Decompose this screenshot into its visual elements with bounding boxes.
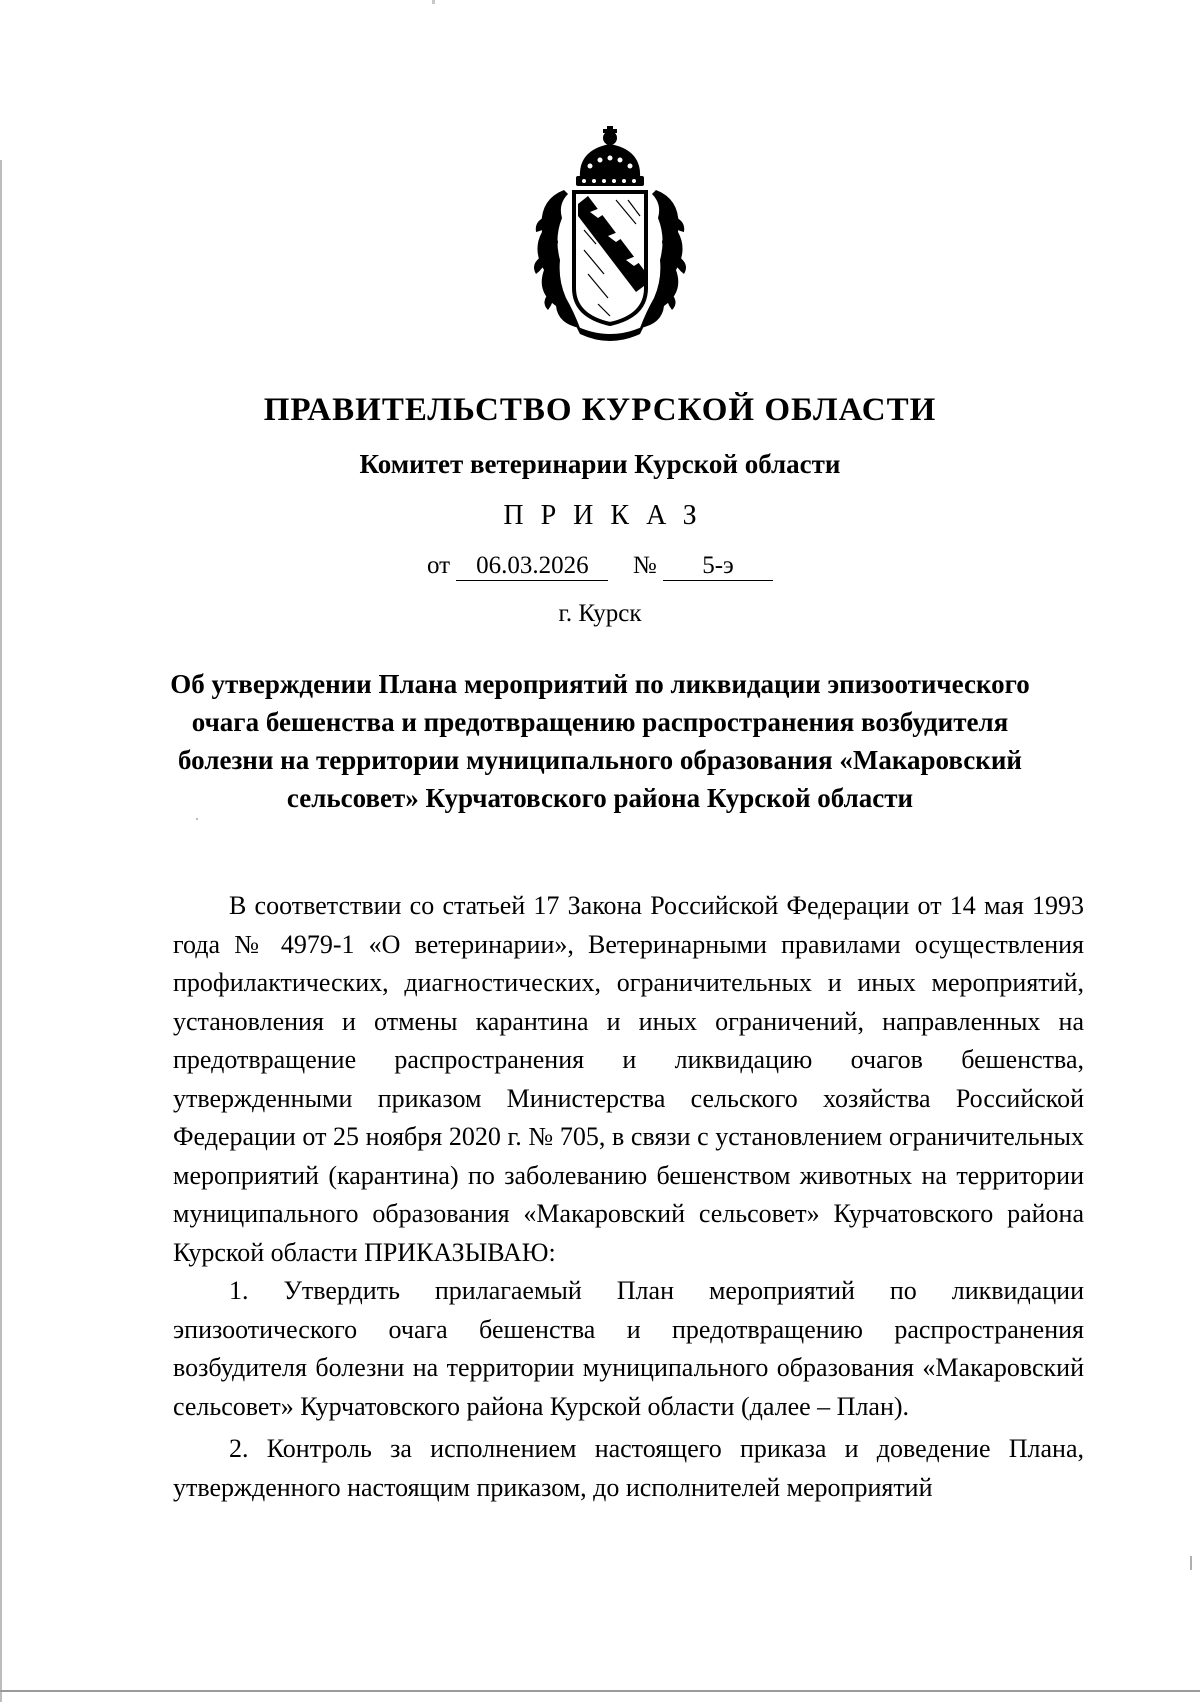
order-item-1: 1. Утвердить прилагаемый План мероприятий по ликвидации эпизоотического очага бешенства и предотвращению распространения возбудителя болезни на территории муниципального образования «Макаровский сельсовет» Курчатовского района Курской области (далее – План). (173, 1276, 1084, 1421)
order-date: 06.03.2026 (456, 552, 608, 581)
order-subject: Об утверждении Плана мероприятий по ликвидации эпизоотического очага бешенства и предотвращению распространения возбудителя болезни на территории муниципального образования «Макаровский сельсовет» Курчатовского района Курской области (170, 669, 1030, 813)
date-label: от (427, 552, 451, 579)
scan-mark (196, 818, 198, 820)
committee-name: Комитет ветеринарии Курской области (359, 449, 841, 479)
order-date-number (0, 552, 1200, 581)
scan-mark (432, 0, 435, 4)
order-number: 5-э (663, 552, 773, 581)
scan-edge-bottom (0, 1690, 1200, 1692)
order-item-2: 2. Контроль за исполнением настоящего приказа и доведение Плана, утвержденного настоящим приказом, до исполнителей мероприятий (173, 1434, 1084, 1502)
scan-mark (1190, 1556, 1192, 1570)
preamble-paragraph: В соответствии со статьей 17 Закона Российской Федерации от 14 мая 1993 года № 4979-1 «О ветеринарии», Ветеринарными правилами осуществления профилактических, диагностических, ограничительных и иных мероприятий, установления и отмены карантина и иных ограничений, направленных на предотвращение распространения и ликвидацию очагов бешенства, утвержденными приказом Министерства сельского хозяйства Российской Федерации от 25 ноября 2020 г. № 705, в связи с установлением ограничительных мероприятий (карантина) по заболеванию бешенством животных на территории муниципального образования «Макаровский сельсовет» Курчатовского района Курской области ПРИКАЗЫВАЮ: (173, 891, 1084, 1267)
order-title: ПРИКАЗ (503, 500, 714, 531)
government-title: ПРАВИТЕЛЬСТВО КУРСКОЙ ОБЛАСТИ (263, 392, 937, 428)
kursk-coat-of-arms-icon (528, 120, 692, 342)
order-body (173, 887, 1084, 1507)
city: г. Курск (558, 600, 642, 627)
number-label: № (632, 552, 657, 579)
